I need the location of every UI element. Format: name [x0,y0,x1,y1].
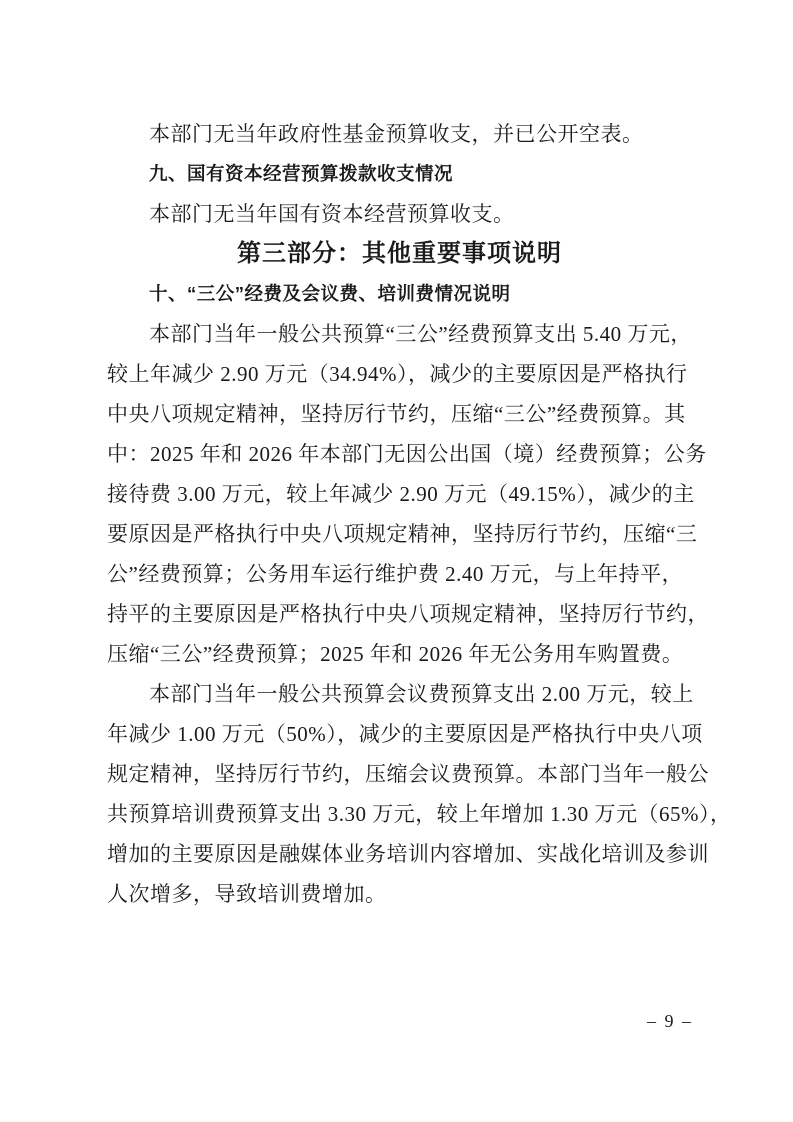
para1-line: 接待费 3.00 万元，较上年减少 2.90 万元（49.15%），减少的主 [107,482,695,506]
para2-line: 人次增多，导致培训费增加。 [107,882,387,906]
para1-line: 本部门当年一般公共预算“三公”经费预算支出 5.40 万元， [149,322,692,346]
section-heading-ten: 十、“三公”经费及会议费、培训费情况说明 [149,283,511,304]
page-number: – 9 – [647,1011,693,1031]
section-heading-nine: 九、国有资本经营预算拨款收支情况 [149,163,454,184]
para2-line: 规定精神，坚持厉行节约，压缩会议费预算。本部门当年一般公 [107,762,709,786]
para1-line: 中：2025 年和 2026 年本部门无因公出国（境）经费预算；公务 [107,442,707,466]
para1-line: 中央八项规定精神，坚持厉行节约，压缩“三公”经费预算。其 [107,402,686,426]
para1-line: 要原因是严格执行中央八项规定精神，坚持厉行节约，压缩“三 [107,522,698,546]
para1-line: 公”经费预算；公务用车运行维护费 2.40 万元，与上年持平， [107,562,684,586]
document-content [107,114,732,914]
para2-line: 共预算培训费预算支出 3.30 万元，较上年增加 1.30 万元（65%）， [107,802,732,826]
para1-line: 持平的主要原因是严格执行中央八项规定精神，坚持厉行节约， [107,602,709,626]
para2-line: 本部门当年一般公共预算会议费预算支出 2.00 万元，较上 [149,682,694,706]
para2-line: 增加的主要原因是融媒体业务培训内容增加、实战化培训及参训 [107,842,709,866]
part-three-title: 第三部分：其他重要事项说明 [237,241,562,267]
state-capital-statement: 本部门无当年国有资本经营预算收支。 [149,202,515,226]
gov-fund-statement: 本部门无当年政府性基金预算收支，并已公开空表。 [149,122,644,146]
para1-line: 较上年减少 2.90 万元（34.94%），减少的主要原因是严格执行 [107,362,688,386]
para2-line: 年减少 1.00 万元（50%），减少的主要原因是严格执行中央八项 [107,722,703,746]
para1-line: 压缩“三公”经费预算；2025 年和 2026 年无公务用车购置费。 [107,642,684,666]
